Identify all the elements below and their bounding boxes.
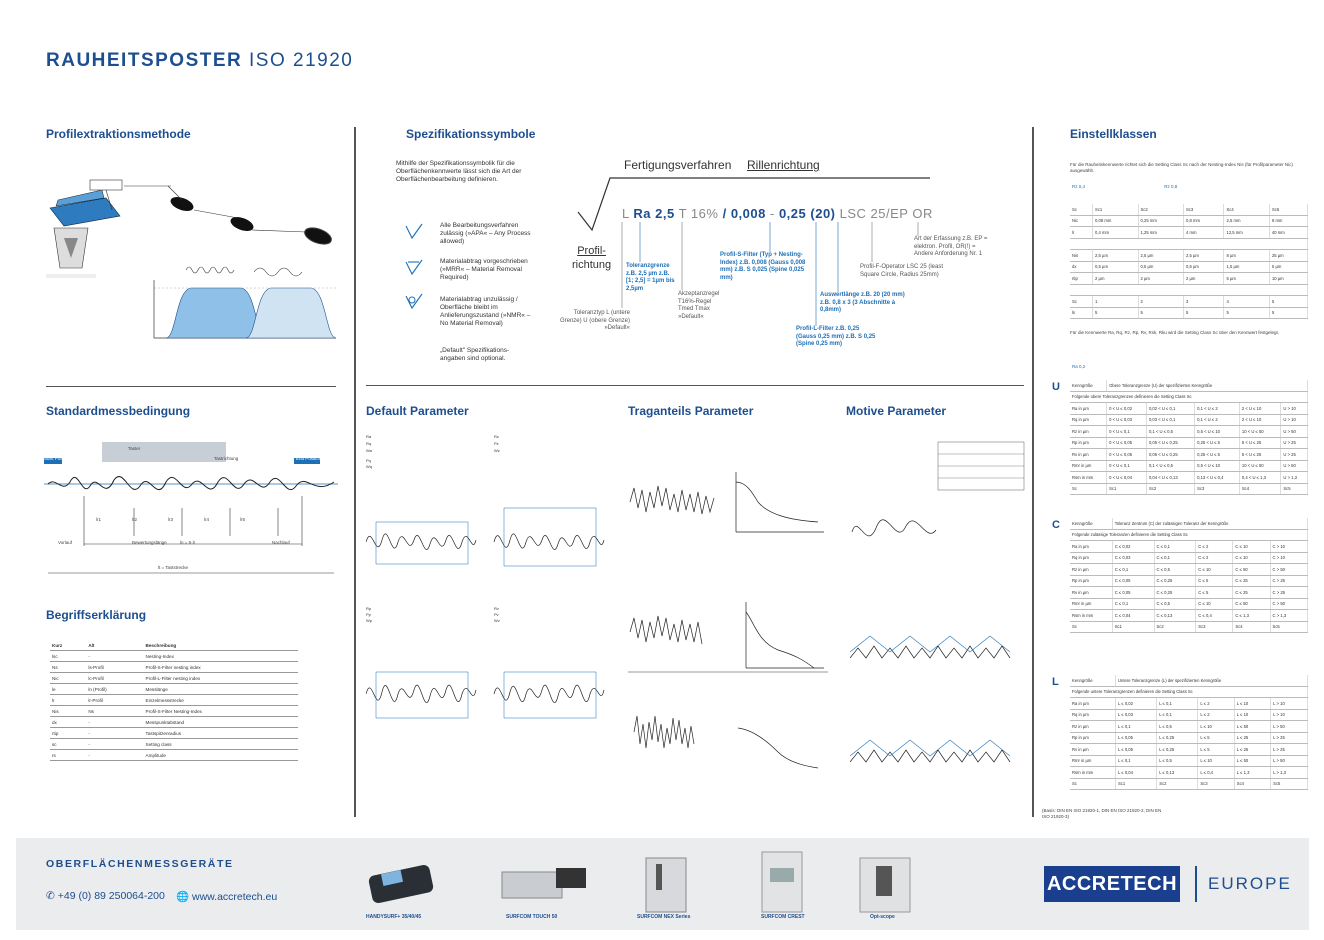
einstell-intro: Für die Rauheitskennwerte richtet sich die Setting Class Sc nach der Nesting-Index Nis (für Profilparameter Nic) ausgewählt. xyxy=(1070,162,1293,173)
table-row xyxy=(50,673,298,684)
svg-text:Rz: Rz xyxy=(494,434,499,439)
table-cell: - xyxy=(86,651,143,662)
svg-text:Pp: Pp xyxy=(366,612,371,617)
table-cell: - xyxy=(86,739,143,750)
svg-text:Rp: Rp xyxy=(366,606,372,611)
table-cell: lsc xyxy=(50,651,86,662)
spec-sym-apa: Alle Bearbeitungsverfahren zulässig (»APA« – Any Process allowed) xyxy=(440,222,531,246)
spec-profil-1: Profil- xyxy=(577,245,606,257)
sc-option-1: Rz 0,4 xyxy=(1072,184,1086,189)
spec-v3: 0,25 xyxy=(778,206,807,221)
spec-v1: 2,5 xyxy=(655,206,675,221)
standard-end: End Position xyxy=(296,456,322,461)
spec-v4: (20) xyxy=(810,206,836,221)
standard-seg-3: lr3 xyxy=(168,517,174,522)
section-default: Default Parameter xyxy=(366,404,469,418)
standard-nachlauf: Nachlauf xyxy=(272,540,290,545)
section-spezifikation: Spezifikationssymbole xyxy=(406,127,536,141)
section-einstellklassen: Einstellklassen xyxy=(1070,127,1157,141)
spec-default-note: „Default" Spezifikations-angaben sind optional. xyxy=(440,347,510,363)
table-cell: Messpunktabstand xyxy=(144,717,298,728)
svg-text:Pz: Pz xyxy=(494,441,499,446)
table-cell: Profil-S-Filter nesting index xyxy=(144,662,298,673)
spec-or: OR xyxy=(912,206,933,221)
default-parameter-diagrams xyxy=(366,432,616,732)
spec-auswert: Auswertlänge z.B. 20 (20 mm) z.B. 0,8 x 3 (3 Abschnitte à 0,8mm) xyxy=(820,292,905,313)
table-cell: dx xyxy=(50,717,86,728)
svg-text:Wa: Wa xyxy=(366,448,372,453)
product-label-4: SURFCOM CREST xyxy=(761,914,805,920)
class-c-label: C xyxy=(1052,519,1060,531)
spec-intro: Mithilfe der Spezifikationssymbolik für die Oberflächenkennwerte lässt sich die Art der Oberflächenbearbeitung definieren. xyxy=(396,160,522,184)
product-label-1: HANDYSURF+ 35/40/45 xyxy=(366,914,422,920)
einstell-note: Für die Kennwerte Ra, Rq, Rz, Rp, Rv, Rsk, Rku wird die Setting Class Sc über den Kennwert festgelegt. xyxy=(1070,330,1280,335)
logo-divider xyxy=(1195,866,1197,902)
spec-akzept: Akzeptanzregel T16%-Regel Tmed Tmax »Default« xyxy=(678,291,720,320)
title-rest: ISO 21920 xyxy=(249,50,354,71)
svg-text:Ra: Ra xyxy=(366,434,372,439)
table-cell: Nesting-Index xyxy=(144,651,298,662)
table-cell: Alt xyxy=(86,640,143,651)
table-cell: Beschreibung xyxy=(144,640,298,651)
table-row xyxy=(50,739,298,750)
svg-text:Rv: Rv xyxy=(494,606,499,611)
table-cell: Einzelmessstrecke xyxy=(144,695,298,706)
table-row xyxy=(50,651,298,662)
table-cell: ln (Profil) xyxy=(86,684,143,695)
table-cell: Tastspitzenradius xyxy=(144,728,298,739)
brand-logo: ACCRETECH xyxy=(1044,866,1180,902)
divider-left-h xyxy=(46,386,336,387)
sc-option-3: Ra 0,2 xyxy=(1072,364,1086,369)
section-motive: Motive Parameter xyxy=(846,404,947,418)
class-u-table: Kenngröße Obere Toleranzgrenze (U) der spezifizierten Kenngröße Folgende obere Toleranzgrenzen definieren die Setting Class Sc Ra in µm 0 < U ≤ 0,02 0,02 < U ≤ 0,1 0,1 < U ≤ 2 2 < U ≤ 10 U > 10 Rq in µm 0 < U ≤ 0,03 0,03 < U ≤ 0,1 0,1 < U ≤ 2 2 < U ≤ 10 U > 10 Rz in µm 0 < U ≤ 0,1 0,1 < U ≤ 0,5 0,5 < U ≤ 10 10 < U ≤ 50 U > 50 Rp in µm 0 < U ≤ 0,05 0,05 < U ≤ 0,25 0,25 < U ≤ 5 5 < U ≤ 25 U > 25 Rv in µm 0 < U ≤ 0,05 0,05 < U ≤ 0,25 0,25 < U ≤ 5 5 < U ≤ 25 U > 25 Rmr in µm 0 < U ≤ 0,1 0,1 < U ≤ 0,5 0,5 < U ≤ 10 10 < U ≤ 50 U > 50 Rsm in mm 0 < U ≤ 0,04 0,04 < U ≤ 0,13 0,13 < U ≤ 0,4 0,4 < U ≤ 1,3 U > 1,3 Sc Sc1 Sc2 Sc3 Sc4 Sc5 xyxy=(1070,380,1308,495)
spec-toltype: Toleranztyp L (untere Grenze) U (obere Grenze) »Default« xyxy=(559,310,630,331)
divider-right xyxy=(1032,127,1034,817)
standard-taster: Taster xyxy=(128,446,141,451)
spec-lfilter: Profil-L-Filter z.B. 0,25 (Gauss 0,25 mm) z.B. S 0,25 (Spine 0,25 mm) xyxy=(796,326,876,347)
table-row xyxy=(50,728,298,739)
table-cell: rtip xyxy=(50,728,86,739)
spec-t: T 16% xyxy=(678,206,719,221)
footer-phone[interactable] xyxy=(46,890,165,902)
divider-left xyxy=(354,127,356,817)
norm-footnote: (Basis: DIN EN ISO 21920-1, DIN EN ISO 21920-2, DIN EN ISO 21920-3) xyxy=(1042,808,1162,819)
svg-text:Rq: Rq xyxy=(366,441,372,446)
table-cell: Profil-L-Filter nesting index xyxy=(144,673,298,684)
table-row xyxy=(50,750,298,761)
product-label-3: SURFCOM NEX Series xyxy=(637,914,691,920)
table-cell: lc-Profil xyxy=(86,673,143,684)
footer-phone-text: +49 (0) 89 250064-200 xyxy=(57,890,165,902)
standard-vorlauf: Vorlauf xyxy=(58,540,73,545)
table-cell: Nis xyxy=(50,706,86,717)
table-cell: Ns xyxy=(50,662,86,673)
traganteil-diagrams xyxy=(628,432,828,772)
sc-option-2: Rz 0,8 xyxy=(1164,184,1178,189)
standard-start: Start Position xyxy=(44,456,71,461)
section-standardmess: Standardmessbedingung xyxy=(46,404,191,418)
spec-line xyxy=(622,206,933,221)
table-cell: Ns xyxy=(86,706,143,717)
spec-fertigungsverfahren: Fertigungsverfahren xyxy=(624,158,732,172)
svg-text:Pv: Pv xyxy=(494,612,499,617)
table-cell: lr-Profil xyxy=(86,695,143,706)
profile-extraction-diagram xyxy=(46,160,346,360)
table-row xyxy=(50,706,298,717)
globe-icon: 🌐 xyxy=(176,891,190,903)
table-cell: - xyxy=(86,717,143,728)
motive-diagrams xyxy=(846,432,1026,772)
footer-web-text: www.accretech.eu xyxy=(192,891,278,903)
table-row xyxy=(50,695,298,706)
einstell-table-top: Sc Sc1 Sc2 Sc3 Sc4 Sc5 Nic 0,08 mm 0,25 mm 0,8 mm 2,5 mm 8 mm lr 0,4 mm 1,25 mm 4 mm 12,5 mm 40 mm Nis 2,5 µm 2,5 µm 2,5 µm 8 µm 25 µm dx 0,5 µm 0,5 µm 0,5 µm 1,5 µm 5 µm rtip 2 µm 2 µm 2 µm 5 µm 10 µm Sc 1 2 3 4 5 ls 5 5 5 5 5 xyxy=(1070,204,1308,319)
standard-formel: ln = 5·lr xyxy=(180,540,196,545)
svg-text:Wv: Wv xyxy=(494,618,500,623)
divider-center-h xyxy=(366,385,1024,386)
table-cell: ls-Profil xyxy=(86,662,143,673)
table-cell: sc xyxy=(50,739,86,750)
spec-leader-lines xyxy=(620,222,930,332)
table-row xyxy=(50,684,298,695)
spec-sym-mrr: Materialabtrag vorgeschrieben (»MRR« – Material Removal Required) xyxy=(440,258,528,282)
standard-seg-5: lr5 xyxy=(240,517,246,522)
begriff-table xyxy=(50,640,298,761)
spec-sym-nmr: Materialabtrag unzulässig / Oberfläche bleibt im Anlieferungszustand (»NMR« – No Material Removal) xyxy=(440,296,531,328)
brand-region: EUROPE xyxy=(1208,874,1292,893)
table-cell: lr xyxy=(50,695,86,706)
product-label-2: SURFCOM TOUCH 50 xyxy=(506,914,558,920)
title-bold: RAUHEITSPOSTER xyxy=(46,50,243,71)
table-cell: Kurz xyxy=(50,640,86,651)
section-traganteil: Traganteils Parameter xyxy=(628,404,754,418)
einstell-sc-options xyxy=(1072,184,1177,190)
spec-ra: Ra xyxy=(633,206,651,221)
table-cell: Setting class xyxy=(144,739,298,750)
svg-text:Wp: Wp xyxy=(366,618,372,623)
spec-sfilter: Profil-S-Filter (Typ + Nesting-Index) z.B. 0,008 (Gauss 0,008 mm) z.B. S 0,025 (Spine 0,025 mm) xyxy=(720,252,806,281)
page-title xyxy=(46,50,353,72)
phone-icon: ✆ xyxy=(46,890,55,902)
spec-dash: - xyxy=(769,206,775,221)
table-cell: rs xyxy=(50,750,86,761)
table-row xyxy=(50,640,298,651)
table-cell: - xyxy=(86,728,143,739)
spec-lsc: LSC 25/EP xyxy=(839,206,909,221)
table-cell: - xyxy=(86,750,143,761)
section-begriff: Begriffserklärung xyxy=(46,608,147,622)
spec-l: L xyxy=(622,206,630,221)
class-l-label: L xyxy=(1052,676,1059,688)
standard-measure-diagram xyxy=(44,436,338,584)
class-u-label: U xyxy=(1052,381,1060,393)
standard-seg-4: lr4 xyxy=(204,517,210,522)
class-l-table: Kenngröße Untere Toleranzgrenze (L) der spezifizierten Kenngröße Folgende untere Toleranzgrenzen definieren die Setting Class Sc Ra in µm L ≤ 0,02 L ≤ 0,1 L ≤ 2 L ≤ 10 L > 10 Rq in µm L ≤ 0,03 L ≤ 0,1 L ≤ 2 L ≤ 10 L > 10 Rz in µm L ≤ 0,1 L ≤ 0,5 L ≤ 10 L ≤ 50 L > 50 Rp in µm L ≤ 0,05 L ≤ 0,25 L ≤ 5 L ≤ 25 L > 25 Rv in µm L ≤ 0,05 L ≤ 0,25 L ≤ 5 L ≤ 25 L > 25 Rmr in µm L ≤ 0,1 L ≤ 0,5 L ≤ 10 L ≤ 50 L > 50 Rsm in mm L ≤ 0,04 L ≤ 0,13 L ≤ 0,4 L ≤ 1,3 L > 1,3 Sc Sc1 Sc2 Sc3 Sc4 Sc5 xyxy=(1070,675,1308,790)
spec-rillenrichtung: Rillenrichtung xyxy=(747,158,820,172)
section-profilextraktion: Profilextraktionsmethode xyxy=(46,127,191,141)
standard-taststrecke: Tastrichtung xyxy=(214,456,239,461)
footer-web[interactable] xyxy=(176,890,277,903)
standard-lt: lt = Taststrecke xyxy=(158,565,189,570)
spec-profilrichtung xyxy=(572,244,611,273)
table-cell: Amplitude xyxy=(144,750,298,761)
class-c-table: Kenngröße Toleranz Zentrum (C) der zulässigen Toleranz der Kenngröße Folgende zulässige Toleranzen definieren die Setting Class Sc Ra in µm C ≤ 0,02 C ≤ 0,1 C ≤ 2 C ≤ 10 C > 10 Rq in µm C ≤ 0,03 C ≤ 0,1 C ≤ 2 C ≤ 10 C > 10 Rz in µm C ≤ 0,1 C ≤ 0,5 C ≤ 10 C ≤ 50 C > 50 Rp in µm C ≤ 0,05 C ≤ 0,25 C ≤ 5 C ≤ 25 C > 25 Rv in µm C ≤ 0,05 C ≤ 0,25 C ≤ 5 C ≤ 25 C > 25 Rmr in µm C ≤ 0,1 C ≤ 0,5 C ≤ 10 C ≤ 50 C > 50 Rsm in mm C ≤ 0,04 C ≤ 0,13 C ≤ 0,4 C ≤ 1,3 C > 1,3 Sc Sc1 Sc2 Sc3 Sc4 Sc5 xyxy=(1070,518,1308,633)
table-row xyxy=(50,662,298,673)
standard-bewertung: Bewertungslänge xyxy=(132,540,167,545)
table-cell: Messlänge xyxy=(144,684,298,695)
table-cell: le xyxy=(50,684,86,695)
spec-foperator: Profil-F-Operator LSC 25 (least Square Circle, Radius 25mm) xyxy=(860,264,944,278)
svg-text:Wz: Wz xyxy=(494,448,500,453)
spec-v2: 0,008 xyxy=(730,206,766,221)
spec-profil-2: richtung xyxy=(572,259,612,272)
standard-seg-1: lr1 xyxy=(96,517,102,522)
spec-tolerance: Toleranzgrenze z.B. 2,5 µm z.B. [1; 2,5] = 1µm bis 2,5µm xyxy=(626,263,675,292)
footer-title: OBERFLÄCHENMESSGERÄTE xyxy=(46,858,234,870)
svg-text:Pq: Pq xyxy=(366,458,371,463)
standard-seg-2: lr2 xyxy=(132,517,138,522)
table-row xyxy=(50,717,298,728)
svg-text:Wq: Wq xyxy=(366,464,372,469)
spec-slash: / xyxy=(722,206,727,221)
table-cell: Profil-S-Filter Nesting-Index xyxy=(144,706,298,717)
spec-erfassung: Art der Erfassung z.B. EP = elektron. Profil, OR(!) = Andere Anforderung Nr. 1 xyxy=(914,236,988,257)
table-cell: Nic xyxy=(50,673,86,684)
product-label-5: Opt-scope xyxy=(870,914,895,920)
product-images xyxy=(366,848,926,914)
spec-symbol-icons xyxy=(404,222,424,312)
